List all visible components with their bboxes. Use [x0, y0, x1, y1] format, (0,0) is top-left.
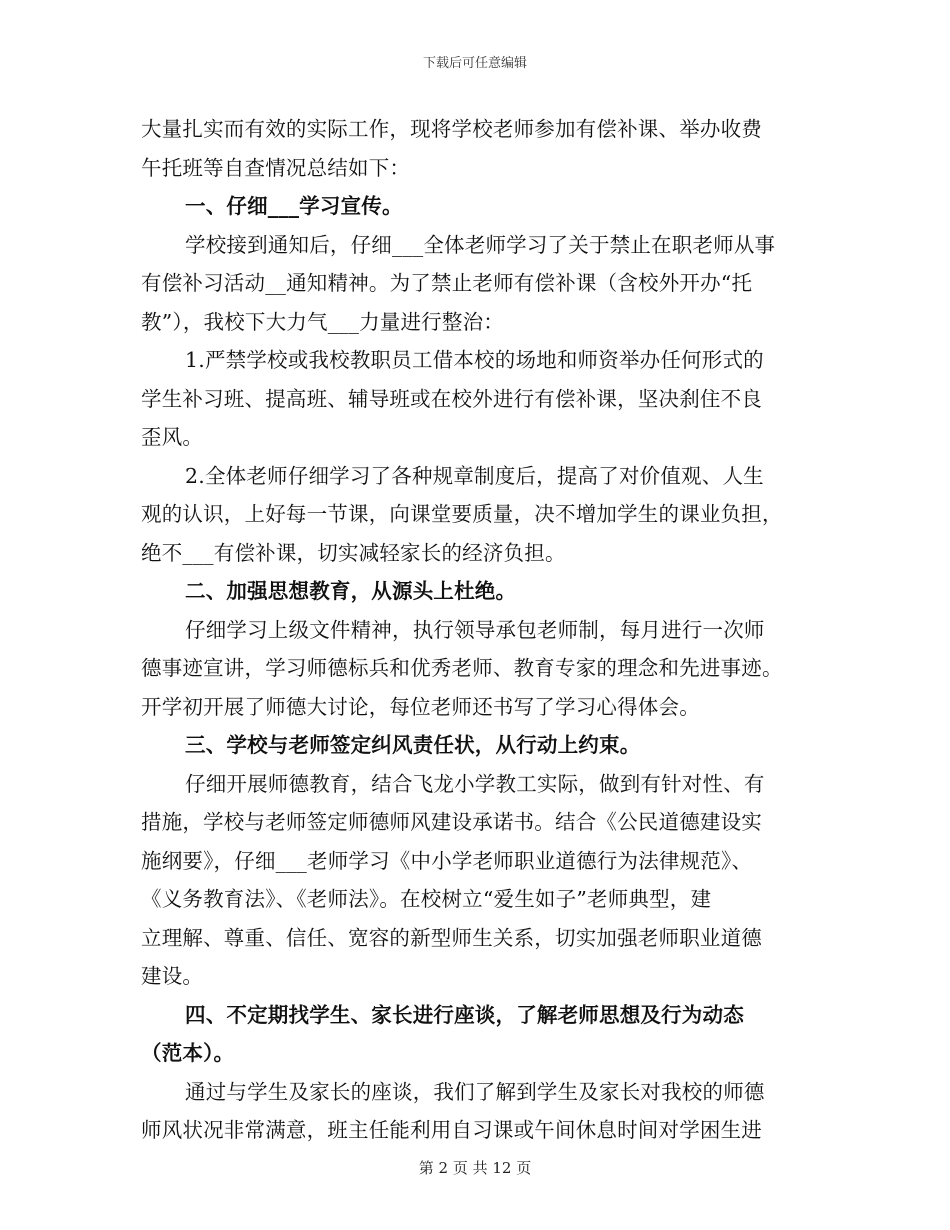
paragraph-line: 教”），我校下大力气___力量进行整治：	[141, 309, 504, 334]
section-heading-line: 一、仔细___学习宣传。	[185, 194, 403, 218]
paragraph-line: 学校接到通知后，仔细___全体老师学习了关于禁止在职老师从事	[185, 232, 776, 257]
document-body	[141, 110, 811, 1150]
paragraph-line: 开学初开展了师德大讨论，每位老师还书写了学习心得体会。	[141, 694, 700, 719]
paragraph-line: 施纲要》，仔细___老师学习《中小学老师职业道德行为法律规范》、	[141, 848, 753, 873]
paragraph-line: 歪风。	[141, 425, 204, 449]
page-number: 第 2 页 共 12 页	[418, 1159, 532, 1177]
section-heading-line: （范本）。	[141, 1041, 235, 1065]
paragraph-line: 绝不___有偿补课，切实减轻家长的经济负担。	[141, 540, 566, 565]
paragraph-line: 午托班等自查情况总结如下：	[141, 155, 411, 180]
section-heading-line: 二、加强思想教育，从源头上杜绝。	[185, 579, 517, 603]
paragraph-line: 师风状况非常满意，班主任能利用自习课或午间休息时间对学困生进	[141, 1118, 762, 1142]
paragraph-line: 措施，学校与老师签定师德师风建设承诺书。结合《公民道德建设实	[141, 810, 762, 834]
paragraph-line: 1.严禁学校或我校教职员工借本校的场地和师资举办任何形式的	[185, 348, 764, 372]
paragraph-line: 有偿补习活动__通知精神。为了禁止老师有偿补课（含校外开办“托	[141, 271, 753, 295]
paragraph-line: 仔细开展师德教育，结合飞龙小学教工实际，做到有针对性、有	[185, 771, 765, 796]
paragraph-line: 《义务教育法》、《老师法》。在校树立“爱生如子”老师典型，建	[141, 887, 712, 911]
paragraph-line: 通过与学生及家长的座谈，我们了解到学生及家长对我校的师德	[185, 1079, 765, 1104]
section-heading-line: 四、不定期找学生、家长进行座谈，了解老师思想及行为动态	[185, 1002, 744, 1027]
paragraph-line: 建设。	[141, 964, 204, 988]
paragraph-line: 学生补习班、提高班、辅导班或在校外进行有偿补课，坚决刹住不良	[141, 386, 762, 411]
paragraph-line: 2.全体老师仔细学习了各种规章制度后，提高了对价值观、人生	[185, 463, 764, 488]
paragraph-line: 仔细学习上级文件精神，执行领导承包老师制，每月进行一次师	[185, 617, 765, 642]
paragraph-line: 立理解、尊重、信任、宽容的新型师生关系，切实加强老师职业道德	[141, 925, 762, 950]
paragraph-line: 大量扎实而有效的实际工作，现将学校老师参加有偿补课、举办收费	[141, 117, 762, 141]
page-header: 下载后可任意编辑	[422, 56, 527, 71]
paragraph-line: 观的认识，上好每一节课，向课堂要质量，决不增加学生的课业负担，	[141, 502, 783, 526]
paragraph-line: 德事迹宣讲，学习师德标兵和优秀老师、教育专家的理念和先进事迹。	[141, 656, 783, 680]
section-heading-line: 三、学校与老师签定纠风责任状，从行动上约束。	[185, 733, 641, 757]
